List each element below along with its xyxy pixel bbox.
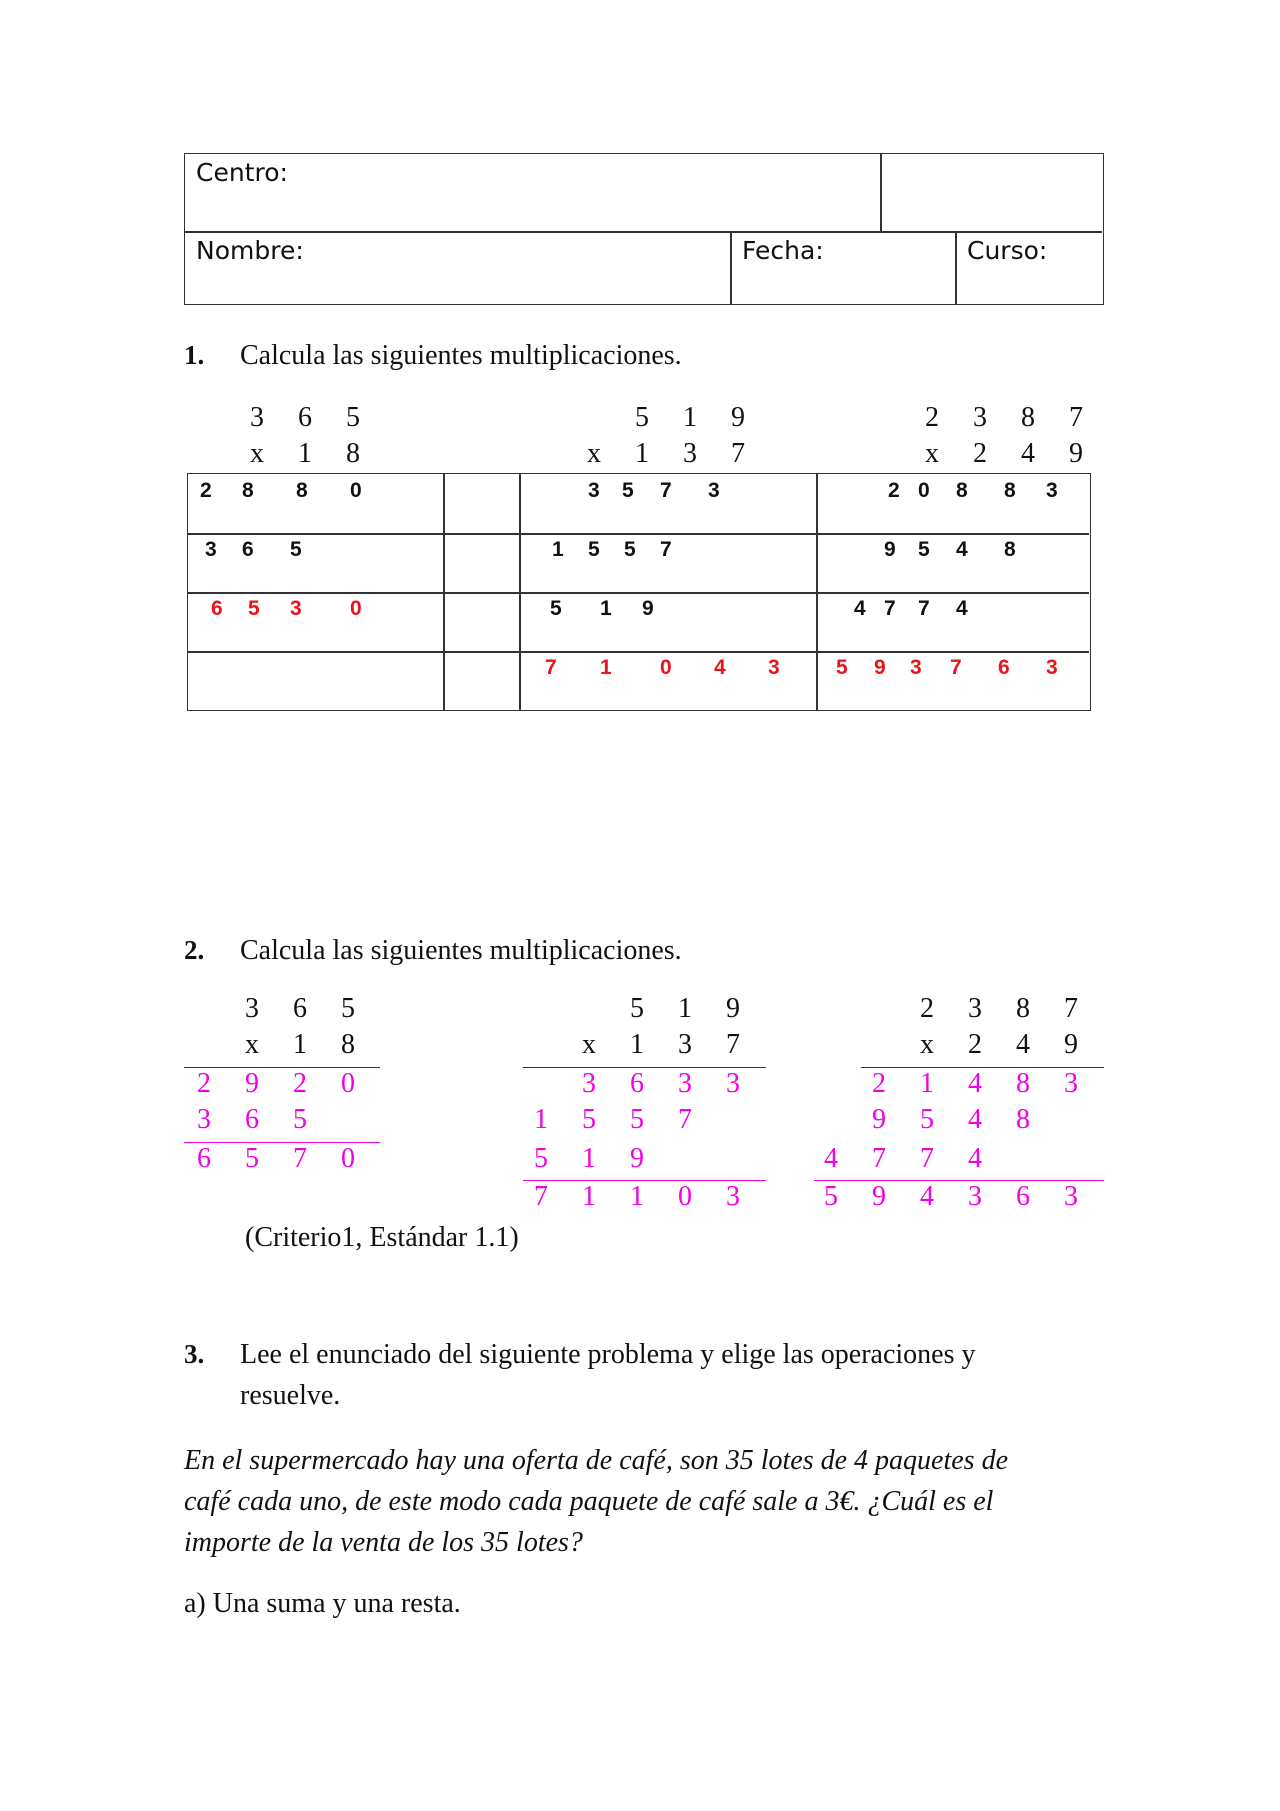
- q1-p2-multiplier: 1: [635, 438, 649, 469]
- q2-p2-partial1: 3: [726, 1068, 740, 1099]
- q2-p3-partial2: 5: [920, 1104, 934, 1135]
- q1-col1-digit: 6: [242, 538, 254, 561]
- q2-p2-partial3: 1: [582, 1143, 596, 1174]
- q1-col3-digit: 3: [708, 479, 720, 502]
- q1-col4-digit: 6: [998, 656, 1010, 679]
- q2-p2-result: 0: [678, 1181, 692, 1212]
- fecha-label: Fecha:: [742, 236, 824, 265]
- q2-p1-sum-rule: [184, 1142, 380, 1143]
- q1-p3-multiplicand: 2: [925, 402, 939, 433]
- row-divider: [188, 651, 1089, 653]
- col-divider: [730, 231, 732, 304]
- q2-p2-partial2: 1: [534, 1104, 548, 1135]
- q1-col4-digit: 9: [874, 656, 886, 679]
- q2-text: Calcula las siguientes multiplicaciones.: [240, 935, 682, 966]
- q2-p2-partial2: 5: [630, 1104, 644, 1135]
- q1-col1-digit: 5: [248, 597, 260, 620]
- q2-p3-multiplier: 2: [968, 1029, 982, 1060]
- q1-col4-digit: 7: [884, 597, 896, 620]
- centro-label: Centro:: [196, 158, 288, 187]
- q2-p1-result: 5: [245, 1143, 259, 1174]
- q2-p1-multiplicand: 6: [293, 993, 307, 1024]
- q1-col3-digit: 7: [660, 479, 672, 502]
- q1-p2-multiplicand: 5: [635, 402, 649, 433]
- q1-col3-digit: 1: [600, 597, 612, 620]
- q2-p3-multiplicand: 8: [1016, 993, 1030, 1024]
- q1-col4-digit: 7: [950, 656, 962, 679]
- q2-p1-multiplier: 8: [341, 1029, 355, 1060]
- q1-col4-digit: 5: [918, 538, 930, 561]
- q1-col4-digit: 4: [956, 597, 968, 620]
- q1-col4-digit: 3: [1046, 656, 1058, 679]
- q1-col4-digit: 3: [1046, 479, 1058, 502]
- q1-col3-digit: 5: [550, 597, 562, 620]
- q1-col4-digit: 2: [888, 479, 900, 502]
- q2-p3-partial1: 2: [872, 1068, 886, 1099]
- q2-criterion: (Criterio1, Estándar 1.1): [245, 1222, 519, 1253]
- q2-p3-multiplier: 9: [1064, 1029, 1078, 1060]
- q2-p3-partial3: 7: [872, 1143, 886, 1174]
- q1-col1-digit: 8: [296, 479, 308, 502]
- q1-col4-digit: 0: [918, 479, 930, 502]
- q1-p3-multiplier: 9: [1069, 438, 1083, 469]
- q1-col1-digit: 3: [205, 538, 217, 561]
- q2-p2-multiplicand: 5: [630, 993, 644, 1024]
- q1-p1-multiplicand: 5: [346, 402, 360, 433]
- q2-p1-rule: [184, 1067, 380, 1068]
- q2-p1-partial2: 5: [293, 1104, 307, 1135]
- q2-p2-multiplicand: 1: [678, 993, 692, 1024]
- q2-p2-rule: [523, 1067, 766, 1068]
- q2-p3-result: 4: [920, 1181, 934, 1212]
- q2-p2-result: 1: [630, 1181, 644, 1212]
- q2-p1-partial1: 2: [293, 1068, 307, 1099]
- q1-p2-multiplicand: 1: [683, 402, 697, 433]
- q1-col3-digit: 3: [588, 479, 600, 502]
- q2-p1-result: 0: [341, 1143, 355, 1174]
- q1-col1-digit: 8: [242, 479, 254, 502]
- q2-p3-result: 3: [968, 1181, 982, 1212]
- q3-option-a: a) Una suma y una resta.: [184, 1588, 461, 1619]
- q2-p2-partial1: 3: [582, 1068, 596, 1099]
- q2-p1-multiplicand: 5: [341, 993, 355, 1024]
- q2-p3-partial1: 1: [920, 1068, 934, 1099]
- q2-p3-multiplicand: 7: [1064, 993, 1078, 1024]
- q1-col4-digit: 7: [918, 597, 930, 620]
- q2-p3-partial2: 4: [968, 1104, 982, 1135]
- q2-p1-partial1: 2: [197, 1068, 211, 1099]
- q2-number: 2.: [184, 935, 205, 965]
- q1-col1-digit: 0: [350, 479, 362, 502]
- q1-col3-digit: 7: [660, 538, 672, 561]
- q3-problem-line2: café cada uno, de este modo cada paquete de café sale a 3€. ¿Cuál es el: [184, 1486, 994, 1517]
- q2-p2-result: 3: [726, 1181, 740, 1212]
- q2-p1-partial1: 9: [245, 1068, 259, 1099]
- q2-p3-partial1: 3: [1064, 1068, 1078, 1099]
- row-divider: [185, 231, 1102, 233]
- q2-p3-result: 5: [824, 1181, 838, 1212]
- q2-p2-partial2: 5: [582, 1104, 596, 1135]
- q2-p1-partial1: 0: [341, 1068, 355, 1099]
- q1-col3-digit: 1: [552, 538, 564, 561]
- row-divider: [188, 592, 1089, 594]
- q2-p3-result: 6: [1016, 1181, 1030, 1212]
- q1-col3-digit: 5: [622, 479, 634, 502]
- q1-p3-multiplier: 2: [973, 438, 987, 469]
- q2-p2-multiplier: 3: [678, 1029, 692, 1060]
- q1-col4-digit: 4: [854, 597, 866, 620]
- curso-label: Curso:: [967, 236, 1048, 265]
- q1-p1-multiplier: x: [250, 438, 264, 469]
- q3-problem-line3: importe de la venta de los 35 lotes?: [184, 1527, 583, 1558]
- q1-col3-digit: 4: [714, 656, 726, 679]
- q2-p1-partial2: 3: [197, 1104, 211, 1135]
- q2-p3-partial3: 4: [824, 1143, 838, 1174]
- q2-p2-partial3: 5: [534, 1143, 548, 1174]
- q1-col1-digit: 6: [211, 597, 223, 620]
- col-divider: [955, 231, 957, 304]
- q3-text-line2: resuelve.: [240, 1380, 341, 1411]
- q2-p2-multiplier: 1: [630, 1029, 644, 1060]
- q1-p2-multiplier: 3: [683, 438, 697, 469]
- q2-p3-partial3: 7: [920, 1143, 934, 1174]
- nombre-label: Nombre:: [196, 236, 304, 265]
- q1-p2-multiplier: 7: [731, 438, 745, 469]
- q1-col3-digit: 9: [642, 597, 654, 620]
- q1-col4-digit: 4: [956, 538, 968, 561]
- q1-col4-digit: 8: [1004, 538, 1016, 561]
- q1-p2-multiplicand: 9: [731, 402, 745, 433]
- q2-p3-sum-rule: [814, 1180, 1104, 1181]
- q1-col3-digit: 0: [660, 656, 672, 679]
- q2-p1-partial2: 6: [245, 1104, 259, 1135]
- q2-p1-multiplier: 1: [293, 1029, 307, 1060]
- q1-text: Calcula las siguientes multiplicaciones.: [240, 340, 682, 371]
- q1-col3-digit: 3: [768, 656, 780, 679]
- q2-p2-multiplicand: 9: [726, 993, 740, 1024]
- q2-p2-partial1: 6: [630, 1068, 644, 1099]
- q2-p3-partial1: 4: [968, 1068, 982, 1099]
- q1-col4-digit: 3: [910, 656, 922, 679]
- q2-p1-multiplier: x: [245, 1029, 259, 1060]
- q2-p2-result: 7: [534, 1181, 548, 1212]
- q1-col4-digit: 5: [836, 656, 848, 679]
- q2-p3-multiplicand: 2: [920, 993, 934, 1024]
- q1-p3-multiplicand: 8: [1021, 402, 1035, 433]
- q2-p3-multiplier: x: [920, 1029, 934, 1060]
- q2-p3-partial2: 8: [1016, 1104, 1030, 1135]
- q1-col1-digit: 5: [290, 538, 302, 561]
- q1-col3-digit: 7: [545, 656, 557, 679]
- q1-p1-multiplicand: 6: [298, 402, 312, 433]
- q2-p1-result: 6: [197, 1143, 211, 1174]
- q2-p3-multiplier: 4: [1016, 1029, 1030, 1060]
- q1-col4-digit: 8: [956, 479, 968, 502]
- q2-p3-rule: [861, 1067, 1104, 1068]
- q1-col3-digit: 5: [624, 538, 636, 561]
- q2-p3-multiplicand: 3: [968, 993, 982, 1024]
- q1-col1-digit: 3: [290, 597, 302, 620]
- q2-p3-partial3: 4: [968, 1143, 982, 1174]
- q2-p2-partial1: 3: [678, 1068, 692, 1099]
- q2-p3-result: 3: [1064, 1181, 1078, 1212]
- q2-p2-multiplier: 7: [726, 1029, 740, 1060]
- row-divider: [188, 533, 1089, 535]
- q1-p1-multiplier: 1: [298, 438, 312, 469]
- q1-col3-digit: 1: [600, 656, 612, 679]
- q2-p2-partial3: 9: [630, 1143, 644, 1174]
- q1-p3-multiplicand: 3: [973, 402, 987, 433]
- q1-p3-multiplier: x: [925, 438, 939, 469]
- q2-p1-result: 7: [293, 1143, 307, 1174]
- q1-col1-digit: 0: [350, 597, 362, 620]
- q1-col4-digit: 8: [1004, 479, 1016, 502]
- q1-col3-digit: 5: [588, 538, 600, 561]
- q2-p2-result: 1: [582, 1181, 596, 1212]
- q1-p3-multiplicand: 7: [1069, 402, 1083, 433]
- q2-p1-multiplicand: 3: [245, 993, 259, 1024]
- q1-p1-multiplier: 8: [346, 438, 360, 469]
- q2-p2-sum-rule: [523, 1180, 766, 1181]
- q2-p3-partial2: 9: [872, 1104, 886, 1135]
- q1-col1-digit: 2: [200, 479, 212, 502]
- q2-p2-partial2: 7: [678, 1104, 692, 1135]
- col-divider: [880, 154, 882, 231]
- header-form: [184, 153, 1104, 305]
- q2-p2-multiplier: x: [582, 1029, 596, 1060]
- q3-number: 3.: [184, 1339, 205, 1369]
- q1-p3-multiplier: 4: [1021, 438, 1035, 469]
- q3-problem-line1: En el supermercado hay una oferta de café, son 35 lotes de 4 paquetes de: [184, 1445, 1009, 1476]
- q2-p3-partial1: 8: [1016, 1068, 1030, 1099]
- q1-col4-digit: 9: [884, 538, 896, 561]
- q1-number: 1.: [184, 340, 205, 370]
- q1-p1-multiplicand: 3: [250, 402, 264, 433]
- q2-p3-result: 9: [872, 1181, 886, 1212]
- q3-text-line1: Lee el enunciado del siguiente problema y elige las operaciones y: [240, 1339, 976, 1370]
- q1-p2-multiplier: x: [587, 438, 601, 469]
